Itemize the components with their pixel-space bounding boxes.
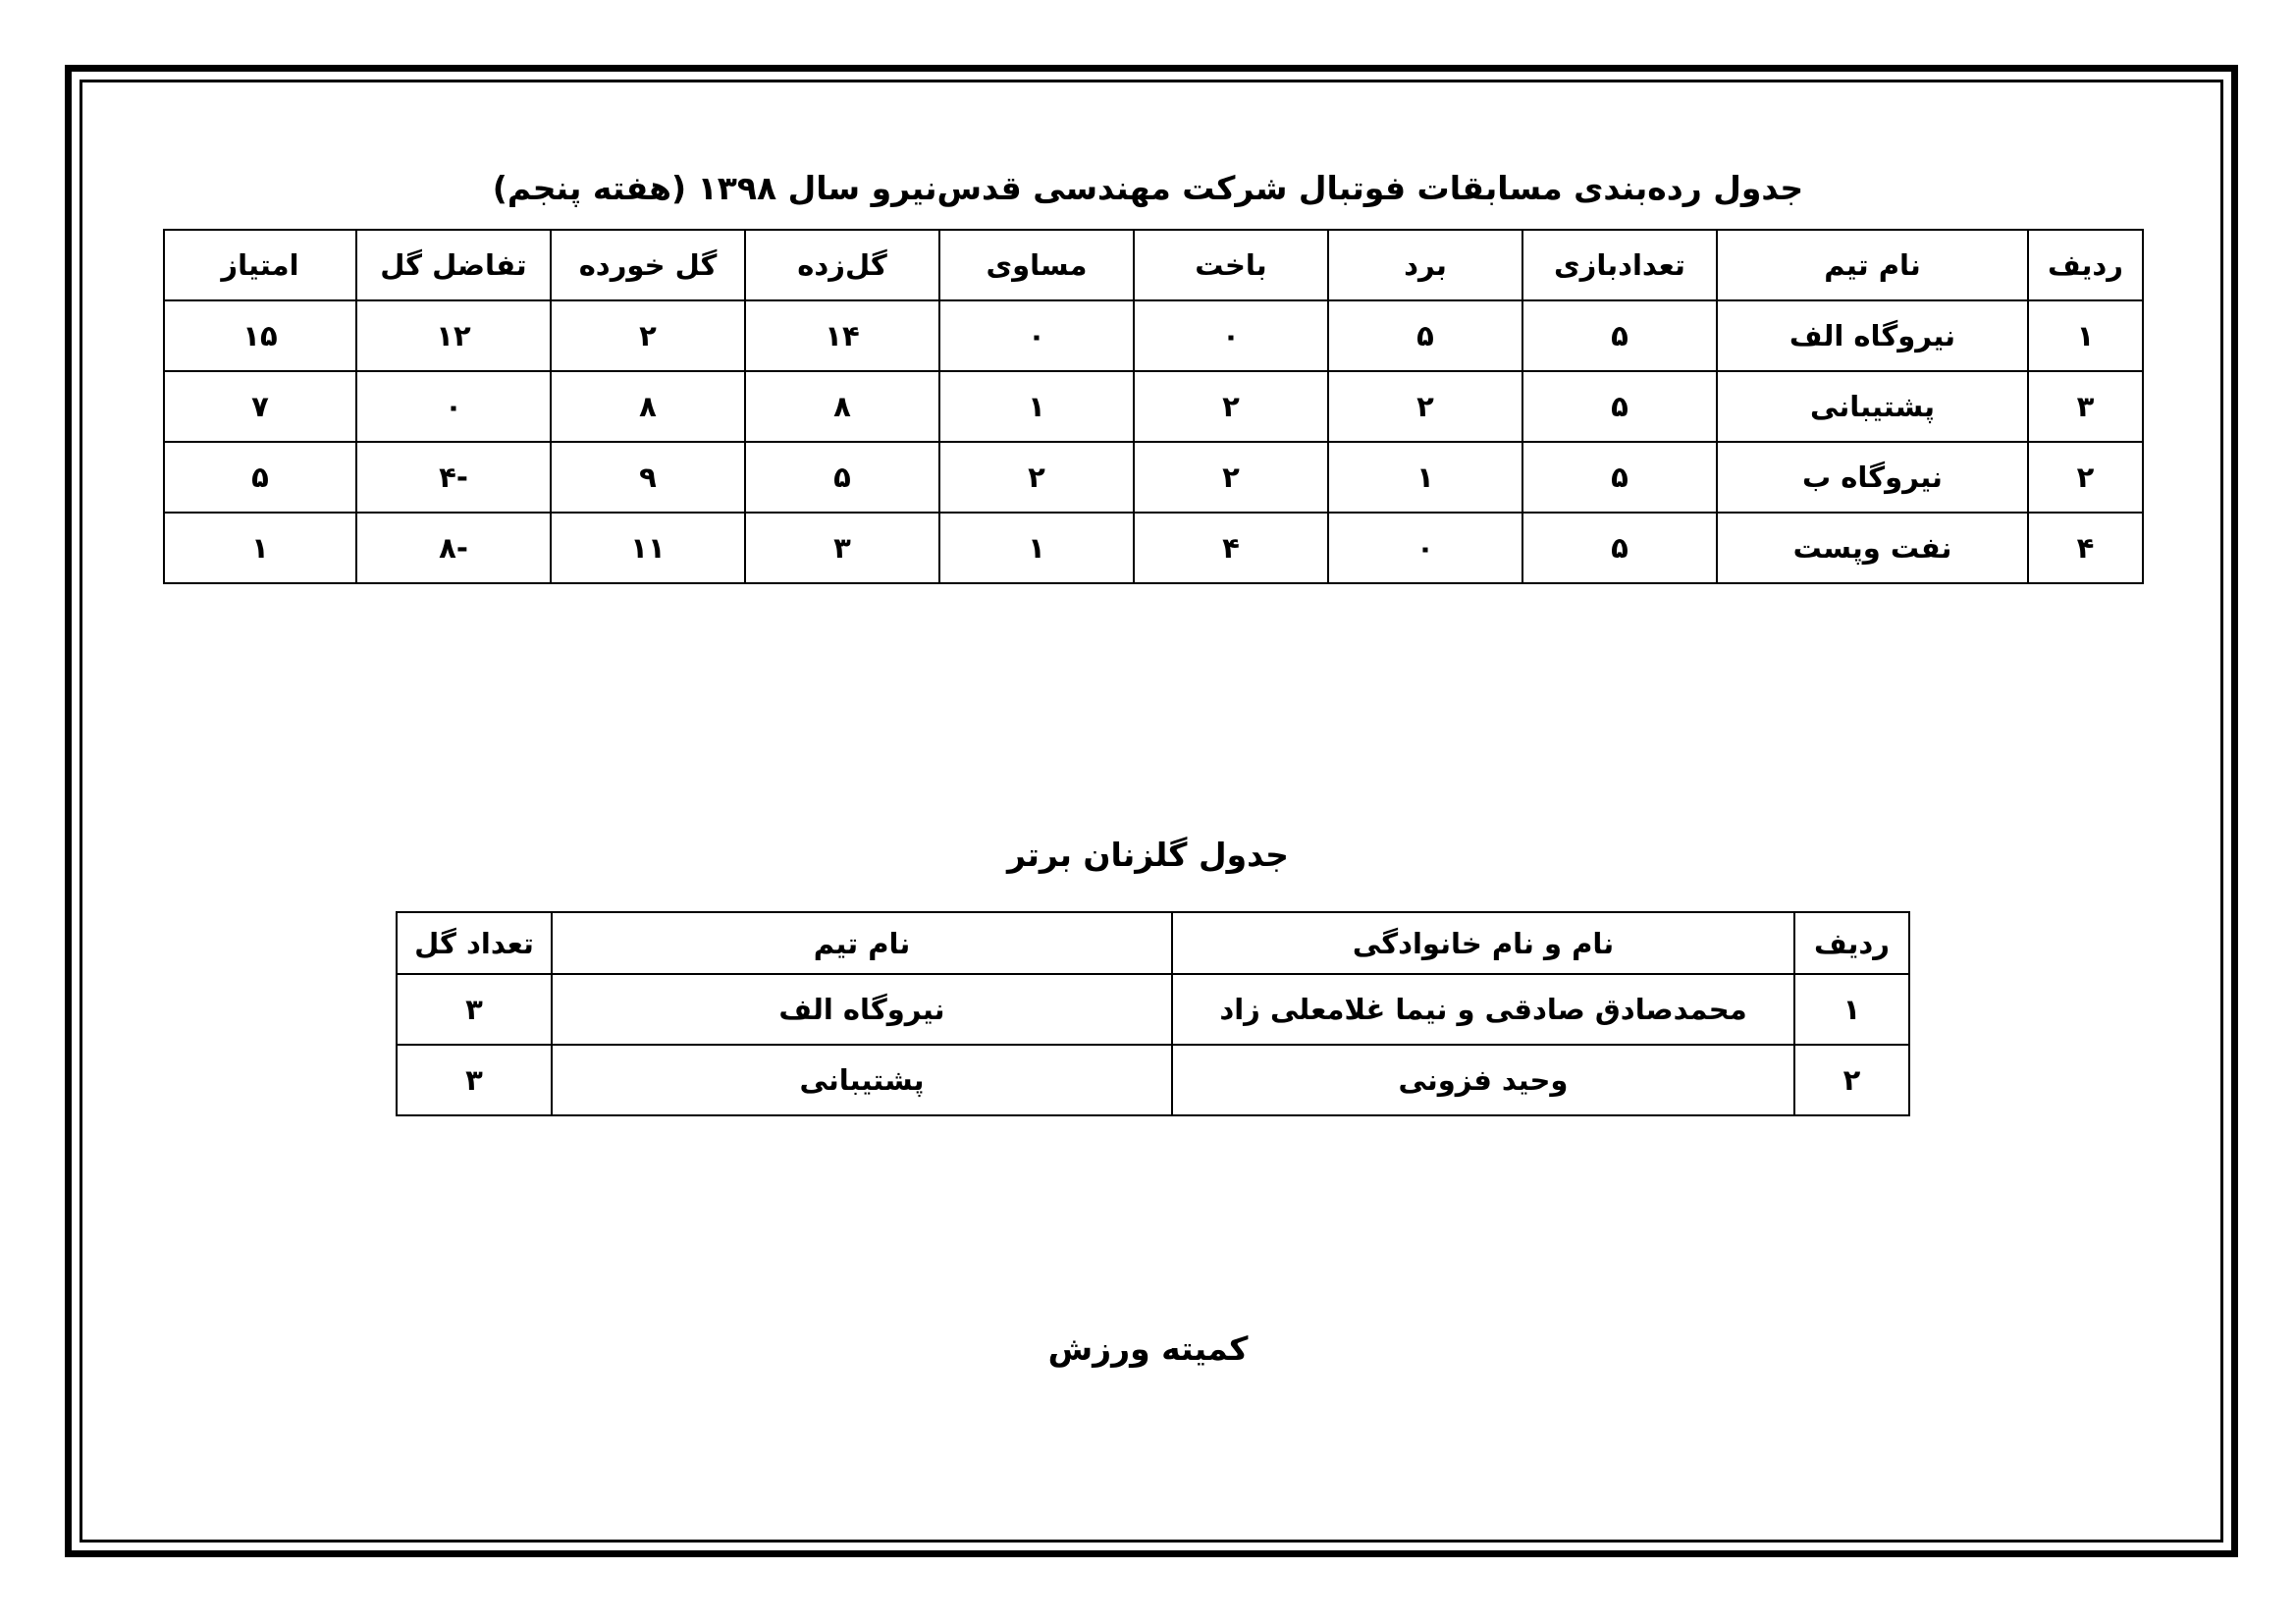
cell-lost: ۰ (1134, 300, 1328, 371)
cell-rank: ۱ (1794, 974, 1909, 1045)
standings-header-row (164, 230, 2143, 300)
cell-played: ۵ (1522, 513, 1717, 583)
cell-drawn: ۲ (939, 442, 1134, 513)
header-goals-against: گل خورده (551, 230, 745, 300)
cell-goals: ۳ (397, 1045, 552, 1115)
cell-goals-against: ۱۱ (551, 513, 745, 583)
cell-rank: ۱ (2028, 300, 2143, 371)
cell-drawn: ۱ (939, 513, 1134, 583)
cell-points: ۱۵ (164, 300, 356, 371)
header-lost: باخت (1134, 230, 1328, 300)
cell-played: ۵ (1522, 300, 1717, 371)
cell-won: ۵ (1328, 300, 1522, 371)
scorers-header-row (397, 912, 1909, 974)
footer-signature: کمیته ورزش (1047, 1329, 1249, 1368)
cell-rank: ۲ (1794, 1045, 1909, 1115)
cell-goal-diff: ۱۲ (356, 300, 551, 371)
table-row (164, 371, 2143, 442)
cell-points: ۷ (164, 371, 356, 442)
table-row (164, 513, 2143, 583)
cell-won: ۱ (1328, 442, 1522, 513)
cell-team: نیروگاه ب (1717, 442, 2028, 513)
cell-goals: ۳ (397, 974, 552, 1045)
header-won: برد (1328, 230, 1522, 300)
cell-goals-for: ۳ (745, 513, 939, 583)
cell-goals-against: ۸ (551, 371, 745, 442)
header-goal-diff: تفاضل گل (356, 230, 551, 300)
cell-won: ۰ (1328, 513, 1522, 583)
header-team: نام تیم (552, 912, 1172, 974)
cell-name: وحید فزونی (1172, 1045, 1794, 1115)
cell-points: ۵ (164, 442, 356, 513)
cell-team: نیروگاه الف (1717, 300, 2028, 371)
cell-won: ۲ (1328, 371, 1522, 442)
cell-goals-for: ۵ (745, 442, 939, 513)
cell-team: پشتیبانی (552, 1045, 1172, 1115)
cell-drawn: ۰ (939, 300, 1134, 371)
header-goals-for: گل‌زده (745, 230, 939, 300)
header-points: امتیاز (164, 230, 356, 300)
table-row (164, 442, 2143, 513)
cell-rank: ۳ (2028, 371, 2143, 442)
cell-team: نیروگاه الف (552, 974, 1172, 1045)
header-team: نام تیم (1717, 230, 2028, 300)
header-played: تعدادبازی (1522, 230, 1717, 300)
cell-name: محمدصادق صادقی و نیما غلامعلی زاد (1172, 974, 1794, 1045)
cell-goals-for: ۱۴ (745, 300, 939, 371)
header-rank: ردیف (2028, 230, 2143, 300)
header-rank: ردیف (1794, 912, 1909, 974)
cell-goal-diff: -۴ (356, 442, 551, 513)
cell-team: پشتیبانی (1717, 371, 2028, 442)
cell-goal-diff: -۸ (356, 513, 551, 583)
scorers-title: جدول گلزنان برتر (1007, 836, 1289, 874)
cell-played: ۵ (1522, 442, 1717, 513)
cell-points: ۱ (164, 513, 356, 583)
cell-rank: ۴ (2028, 513, 2143, 583)
header-name: نام و نام خانوادگی (1172, 912, 1794, 974)
table-row (397, 974, 1909, 1045)
standings-title: جدول رده‌بندی مسابقات فوتبال شرکت مهندسی قدس‌نیرو سال ۱۳۹۸ (هفته پنجم) (492, 169, 1804, 207)
scorers-table (396, 911, 1910, 1116)
cell-drawn: ۱ (939, 371, 1134, 442)
cell-played: ۵ (1522, 371, 1717, 442)
cell-goals-against: ۹ (551, 442, 745, 513)
standings-table (163, 229, 2144, 584)
cell-lost: ۲ (1134, 371, 1328, 442)
cell-goals-for: ۸ (745, 371, 939, 442)
table-row (397, 1045, 1909, 1115)
cell-lost: ۴ (1134, 513, 1328, 583)
cell-team: نفت وپست (1717, 513, 2028, 583)
header-drawn: مساوی (939, 230, 1134, 300)
cell-lost: ۲ (1134, 442, 1328, 513)
cell-goals-against: ۲ (551, 300, 745, 371)
table-row (164, 300, 2143, 371)
header-goals: تعداد گل (397, 912, 552, 974)
cell-goal-diff: ۰ (356, 371, 551, 442)
cell-rank: ۲ (2028, 442, 2143, 513)
